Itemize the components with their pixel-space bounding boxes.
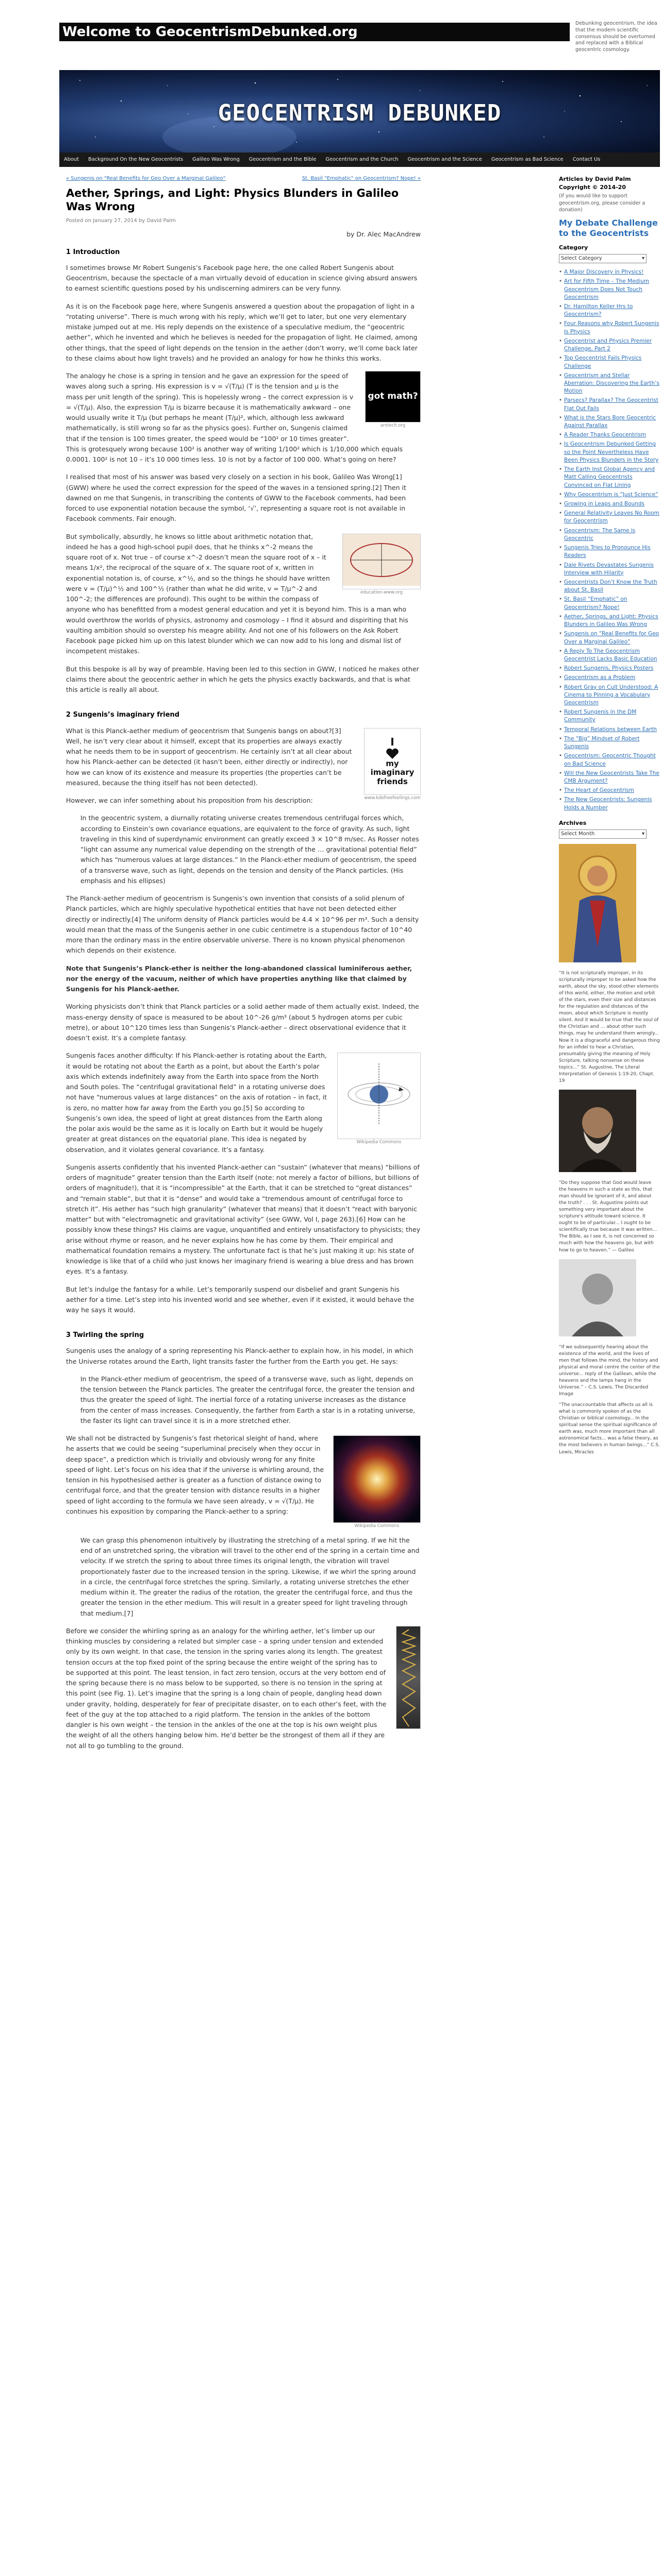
sidebar-link[interactable]: • Four Reasons why Robert Sungenis Is Physics [559,320,660,335]
paragraph: We shall not be distracted by Sungenis’s fast rhetorical sleight of hand, where he asserts that we could be seeing “superluminal precisely when they occur in deep space”, a prediction which is trivially and obviously wrong for any finite speed of light. Let’s focus on his idea that if the universe is whirling around, the tension in his hypothesised aether is greater as a function of distance owing to centrifugal force, and that the greater tension with distance results in a higher speed of light according to the formula we have seen already, v = √(T/μ). He continues his exposition by comparing the Planck-aether to a spring: [66,1434,324,1515]
heart-text-line3: imaginary [370,768,415,777]
sidebar-category-heading: Category [559,244,588,251]
paragraph: But this bespoke is all by way of preamble. Having been led to this section in GWW, I noticed he makes other claims there about the geocentric aether in which he gets the physics exactly backwards, and that is what this article is really all about. [66,665,419,694]
sidebar-link[interactable]: • Geocentrism as a Problem [559,674,660,682]
category-select[interactable] [559,254,647,263]
sidebar-link[interactable]: • Geocentrism and Stellar Aberration: Discovering the Earth’s Motion [559,372,660,396]
sidebar-link[interactable]: • Will the New Geocentrists Take The CMB Argument? [559,770,660,785]
sidebar-link[interactable]: • Robert Sungenis in the DM Community [559,708,660,724]
sidebar-link[interactable]: • What is the Stars Bore Geocentric Against Parallax [559,414,660,430]
saint-portrait-icon [559,844,636,962]
sidebar-link[interactable]: • A Major Discovery in Physics! [559,268,660,276]
sidebar-link[interactable]: • General Relativity Leaves No Room for Geocentrism [559,510,660,525]
sidebar-archives-heading: Archives [559,819,587,826]
post-title: Aether, Springs, and Light: Physics Blunders in Galileo Was Wrong [66,187,399,213]
sidebar-quote: “It is not scripturally improper, in its scripturally improper to be asked how the earth, about the sky, stood other elements of this world, either, the motion and orbit of the stars, even their size and distances for the regulation and distances of the moon, about which Scripture is mostly silent. And it would be true that the soul of the Christian and … about other such things, may he understand them wrongly... Now it is a disgraceful and dangerous thing for an infidel to hear a Christian, presumably giving the meaning of Holy Scripture, talking nonsense on these topics...” St. Augustine, The Literal Interpretation of Genesis 1:19-20, Chapt. 19 [559,971,660,1083]
paragraph: Before we consider the whirling spring as an analogy for the whirling aether, let’s limber up our thinking muscles by considering a related but simpler case – a spring under tension and extended only by its own weight. In that case, the tension in the spring varies along its length. The greatest tension occurs at the top fixed point of the spring because the entire weight of the spring has to be supported at this point. The least tension, in fact zero tension, occurs at the very bottom end of the spring because there is no mass below to be supported, so there is no tension in the spring at this point (see Fig. 1). Let’s imagine that the spring is a long chain of people, dangling head down under gravity, holding, desperately for fear of precipitate disaster, on to each other’s feet, with the feet of the guy at the top attached to a rigid platform. The tension in the ankles of the bottom dangler is his own weight – the tension in the ankles of the one at the top is his own weight plus the weight of all the others hanging below him. He’d better be the strongest of them all if they are not all to go tumbling to the ground. [66,1626,387,1750]
figure-spring [396,1626,421,1729]
heart-icon [386,748,399,759]
sidebar-copyright: Copyright © 2014-20 [559,183,626,191]
sidebar-link[interactable]: • Temporal Relations between Earth [559,726,660,734]
figure-got-math [365,371,421,430]
cs-lewis-portrait-icon [559,1259,636,1336]
spring-coil-icon [396,1626,421,1730]
heart-text-line4: friends [377,776,408,786]
sidebar-link[interactable]: • St. Basil “Emphatic” on Geocentrism? Nope! [559,596,660,611]
sidebar-link[interactable]: • A Reader Thanks Geocentrism [559,431,660,439]
paragraph: But let’s indulge the fantasy for a while. Let’s temporarily suspend our disbelief and grant Sungenis his aether for a time. Let’s step into his invented world and see whether, even if it existed, it would behave the way he says it would. [66,1285,415,1314]
sidebar-link[interactable]: • Robert Gray on Cult Understood: A Cinema to Pinning a Vocabulary Geocentrism [559,684,660,707]
heart-text-line1: I [390,736,394,749]
figure-imaginary-friends [364,728,421,802]
blockquote: In the geocentric system, a diurnally rotating universe creates tremendous centrifugal forces which, according to Einstein’s own covariance equations, are equivalent to the force of gravity. As such, light traveling in this kind of superdynamic environment can greatly exceed 3 × 10^8 m/sec. As Rosser notes “light can assume any numerical value depending on the strength of the … gravitational potential field” which has “numerous values at large distances.” In the Planck-ether medium of geocentrism, the speed of a transverse wave, such as light, depends on the tension and density of the Planck particles. (His emphasis and his ellipses) [80,814,419,885]
sidebar-link[interactable]: • Geocentrist and Physics Premier Challenge, Part 2 [559,337,660,353]
chevron-down-icon: ▾ [641,831,644,837]
post-navigation [66,175,421,182]
sidebar-link[interactable]: • Art for Fifth Time – The Medium Geocentrism Does Not Touch Geocentrism [559,278,660,301]
post-byline: by Dr. Alec MacAndrew [346,230,421,238]
section-heading: 3 Twirling the spring [66,1331,144,1340]
paragraph: I sometimes browse Mr Robert Sungenis’s Facebook page here, the one called Robert Sungenis about Geocentrism, because the spectacle of a man virtually devoid of education in science giving absurd answers to earnest scientific questions posed by his undiscerning admirers can be very funny. [66,263,418,293]
main-navigation [59,152,660,167]
nav-item-church[interactable]: Geocentrism and the Church [325,157,399,162]
sidebar-quote: “The unaccountable that affects us all is what is commonly spoken of as the Christian or biblical cosmology... In the spiritual sense the spiritual significance of earth was, much more important than all astronomical facts... was a false theory, as the most believers in human beings...” C.S. Lewis, Miracles [559,1402,660,1455]
sidebar-articles-heading: Articles by David Palm [559,176,631,182]
sidebar [559,175,660,1459]
nav-item-about[interactable]: About [64,157,79,162]
imaginary-friends-image [364,728,421,795]
paragraph: As it is on the Facebook page here, where Sungenis answered a question about the propagation of light in a “rotating universe”. There is much wrong with his reply, which we’ll get to later, but one very elementary mistake jumped out at me. His reply depends on the existence of a speculative medium, the “geocentric aether”, which he invented and which he believes is needed for the propagation of light. He claimed, among other things, that the speed of light depends on the tension in the aether (don’t worry, we’ll come back later to these claims about how light travels) and he provided an analogy for how he thinks this works. [66,302,418,362]
paragraph: Working physicists don’t think that Planck particles or a solid aether made of them actually exist. Indeed, the mass-energy density of space is measured to be about 10^-26 g/m³ (about 5 hydrogen atoms per cubic metre), or about 10^120 times less than Sungenis’s Planck-aether – direct observational evidence that it doesn’t exist. It’s a complete fantasy. [66,1003,419,1042]
figure-caption: www.kdefreefeelings.com [364,795,421,801]
category-select-value: Select Category [561,255,602,261]
banner-title: GEOCENTRISM DEBUNKED [218,100,502,126]
site-description: Debunking geocentrism, the idea that the modern scientific consensus should be overturned and replaced with a Biblical geocentric cosmology. [575,21,657,53]
nav-item-galileo-was-wrong[interactable]: Galileo Was Wrong [192,157,240,162]
figure-caption: arstech.org [380,423,406,429]
sidebar-link[interactable]: • The Earth Inst Global Agency and Matt Calling Geocentrists Convinced on Flat Lining [559,466,660,489]
paragraph: The analogy he chose is a spring in tension and he gave an expression for the speed of waves along such a spring. His expression is v = √(T/μ) (T is the tension and μ is the mass per unit length of the spring). This is hopelessly wrong – the correct expression is v = √(T/μ). Also, the expression T/μ is bizarre because it is mathematically awkward – one would usually write it T/μ (but perhaps he meant (T/μ)², which, although less awkward mathematically, is still wrong so far as the physics goes). Further on, Sungenis claimed that if the tension is 100 times greater, the speed would be “100² or 10 times greater”. This is grotesquely wrong because 100² is another way of writing 1/100² which is 1/10,000 which equals 0.0001. 100² is not 10 – it’s 10 000 times less. 10 is not by a factor of 100 000. What’s going on here? [66,372,403,464]
chevron-down-icon: ▾ [641,255,644,261]
sidebar-quote: “Do they suppose that God would leave the heavens in such a state as this, that man should be ignorant of it, and about the truth? . . . St. Augustine points out something very important about the scripture's attitude toward science. It ought to be of particular... I ought to be scientifically true because it was written... The Bible, as I see it, is not concerned so much with how the heavens go, but with how to go to heaven.” — Galileo [559,1180,657,1253]
sidebar-link[interactable]: • The “Big” Mindset of Robert Sungenis [559,735,660,751]
post-content [66,175,421,1758]
nav-item-contact[interactable]: Contact Us [572,157,601,162]
sidebar-quote: “If we subsequently hearing about the existence of the world, and the lives of men that follows the mind, the history and physical and moral centre the center of the universe... reply of the Galilean, while the heavens and the lamps hang in the Universe.” – C.S. Lewis, The Discarded Image [559,1344,660,1397]
galileo-image [559,1090,660,1175]
section-heading: 2 Sungenis’s imaginary friend [66,711,180,719]
sidebar-link[interactable]: • Dale Rivets Devastates Sungenis Interview with Hilarity [559,562,660,577]
heart-text-line2: my [386,759,399,769]
sidebar-link[interactable]: • The Heart of Geocentrism [559,787,660,794]
site-banner[interactable] [59,70,660,152]
sidebar-link[interactable]: • A Reply To The Geocentrism Geocentrist Lacks Basic Education [559,648,660,663]
paragraph: The Planck-aether medium of geocentrism is Sungenis’s own invention that consists of a solid plenum of Planck particles, which are highly speculative hypothetical entities that have not been detected either directly or indirectly.[4] The uniform density of Planck particles would be 4.4 × 10^96 per m³. Such a density would mean that the mass of the Sungenis aether in one cubic centimetre is a stupendous factor of 10^40 more than the ordinary mass in the entire observable universe. There is no known physical phenomenon which depends on their existence. [66,894,419,955]
next-post-link[interactable]: St. Basil "Emphatic" on Geocentrism? Nope! » [302,176,421,181]
sidebar-contrib: (If you would like to support geocentrism.org, please consider a donation) [559,193,646,213]
figure-planet [337,1053,421,1146]
archives-select[interactable] [559,829,647,839]
paragraph: Sungenis asserts confidently that his invented Planck-aether can “sustain” (whatever that means) “billions of orders of magnitude” greater tension than the Earth itself (note: not merely a factor of billions, but billions of orders of magnitude!), that it is “incompressible” at the Earth, that it can be stretched to “great distances” and “remain stable”, but that it is “dense” and would take a “tremendous amount of centrifugal force to stretch it”. His aether has “such high granularity” (whatever that means) that it doesn’t “react with baryonic matter” but with “electromagnetic and gravitational activity” (see GWW, Vol I, page 263).[6] How can he possibly know these things? His claims are vague, unquantified and entirely unsatisfactory to physicists; they arise without rhyme or reason, and he never explains how he has come by them. Their empirical and mathematical foundation remains a mystery. The unfortunate fact is that he’s just making it up: his state of knowledge is like that of a child who just knows her imaginary friend is wearing a blue dress and has brown eyes. It’s a fantasy. [66,1163,421,1276]
sidebar-link[interactable]: • Geocentrism: The Same is Geocentric [559,527,660,543]
ellipse-diagram-icon [343,534,420,586]
sidebar-link[interactable]: • Parsecs? Parallax? The Geocentrist Flat Out Fails [559,397,660,412]
figure-caption: education-www.org [360,589,403,595]
post-meta: Posted on January 27, 2014 by David Palm [66,217,176,224]
sidebar-link[interactable]: • Sungenis on “Real Benefits for Geo Over a Marginal Galileo” [559,630,660,646]
nav-item-bad-science[interactable]: Geocentrism as Bad Science [491,157,564,162]
paragraph: However, we can infer something about his proposition from his description: [66,796,313,805]
previous-post-link[interactable]: « Sungenis on "Real Benefits for Geo Over a Marginal Galileo" [66,176,226,181]
ellipse-diagram-image [342,534,421,589]
sidebar-link[interactable]: • Aether, Springs, and Light: Physics Blunders in Galileo Was Wrong [559,613,660,629]
sidebar-links-list [559,268,660,812]
figure-nebula [333,1435,421,1530]
paragraph: But symbolically, absurdly, he knows so little about arithmetic notation that, indeed he has a good high-school pupil does, that he thinks x^-2 means the square root of x. Not true – of course x^-2 doesn’t mean the square root of x – it means 1/x², the reciprocal of the square of x. The square root of x, written in exponential notation is, of course, x^½, and so the things he should have written were v = (T/μ)^½ and 100^½ (rather than what he did write, v = T/μ^-2 and 100^-2; the differences are profound). This ought to be within the compass of anyone who has benefitted from a modest general education and yet it is beyond him. This is a man who would overthrow the worlds of physics, astronomy and cosmology – I find it absurd and dispiriting that his vaulting ambition should so overstep his meagre ability. And not one of his followers on the Ask Robert Facebook page picked him up on this latest blunder which we can now add to his long and dismal list of incompetent mistakes. [66,532,408,655]
sidebar-link[interactable]: • Sungenis Tries to Pronounce His Readers [559,544,660,560]
figure-ellipse [342,534,421,597]
sidebar-link[interactable]: • Growing in Leaps and Bounds [559,500,660,508]
saint-augustine-image [559,844,660,965]
debate-challenge-link[interactable]: My Debate Challenge to the Geocentrists [559,218,658,239]
site-title[interactable]: Welcome to GeocentrismDebunked.org [59,23,570,41]
site-header [0,0,662,57]
sidebar-link[interactable]: • Geocentrism: Geocentric Thought on Bad Science [559,752,660,768]
paragraph: Sungenis faces another difficulty: If his Planck-aether is rotating about the Earth, it would be rotating not about the Earth as a point, but about the Earth’s polar axis which extends indefinitely away from the Earth into space from the North and South poles. The “centrifugal gravitational field” in a rotating universe does not have “numerous values at large distances” on the axis of rotation – in fact, it is zero, no matter how far away from the Earth you go.[5] So according to Sungenis’s own idea, the speed of light at great distances from the Earth along the polar axis would be the same as it is locally on Earth but it would be hugely greater at great distances on the equatorial plane. This idea is negated by observation, and it violates general covariance. It’s a fantasy. [66,1052,327,1154]
nav-item-science[interactable]: Geocentrism and the Science [407,157,482,162]
archives-select-value: Select Month [561,831,595,837]
blockquote: We can grasp this phenomenon intuitively by illustrating the stretching of a metal spring. If we hit the end of an unstretched spring, the vibration will travel to the other end of the spring in a certain time and velocity. If we stretch the spring to about three times its original length, the vibration will travel proportionately faster due to the increased tension in the spring. Likewise, if we whirl the spring around in a circle, the centrifugal force stretches the spring. Similarly, a rotating universe stretches the ether medium within it. The greater the radius of the rotation, the greater the centrifugal force, and thus the greater the tension in the ether medium. This will result in a greater speed for light traveling through that medium.[7] [80,1536,420,1617]
planet-image [337,1053,421,1139]
got-math-image: got math? [365,371,421,422]
sidebar-link[interactable]: • Dr. Hamilton Keller Hrs to Geocentrism? [559,303,660,318]
blockquote: In the Planck-ether medium of geocentrism, the speed of a transverse wave, such as light, depends on the tension between the Planck particles. The greater the centrifugal force, the greater the tension and thus the greater the speed of light. The inertial force of a rotating universe increases as the distance from the center of mass increases. Consequently, the farther from Earth a star is in a rotating universe, the faster its light can travel since it is in a more stretched ether. [80,1375,416,1425]
figure-caption: Wikipedia Commons [354,1523,400,1529]
nav-item-bible[interactable]: Geocentrism and the Bible [249,157,317,162]
cs-lewis-image [559,1259,660,1339]
sidebar-link[interactable]: • Geocentrists Don’t Know the Truth about St. Basil [559,579,660,594]
paragraph: I realised that most of his answer was based very closely on a section in his book, Galileo Was Wrong[1] (GWW) where he used the correct expression for the speed of the waves in a tensioned spring.[2] Then it dawned on me that Sungenis, in transcribing the contents of GWW to the Facebook comments, had been forced to use exponential notation because the symbol, ‘√’, representing a square root is not available in Facebook comments. Fair enough. [66,473,406,523]
nebula-image [333,1435,421,1523]
sidebar-link[interactable]: • Robert Sungenis, Physics Posters [559,665,660,672]
nav-item-background[interactable]: Background On the New Geocentrists [88,157,184,162]
galileo-portrait-icon [559,1090,636,1172]
sidebar-link[interactable]: • The New Geocentrists: Sungenis Holds a Number [559,796,660,811]
sidebar-link[interactable]: • Top Geocentrist Fails Physics Challenge [559,354,660,370]
sidebar-link[interactable]: • Why Geocentrism is “Just Science” [559,491,660,499]
sidebar-link[interactable]: • Is Geocentrism Debunked Getting so the Point Nevertheless Have Been Physics Blunders in the Story [559,440,660,464]
section-heading: 1 Introduction [66,248,120,256]
rotating-planet-icon [338,1053,420,1136]
paragraph: Sungenis uses the analogy of a spring representing his Planck-aether to explain how, in his model, in which the Universe rotates around the Earth, light transits faster the further from the Earth you get. He says: [66,1347,413,1365]
spring-image [396,1626,421,1729]
paragraph: Note that Sungenis’s Planck-ether is neither the long-abandoned classical luminiferous aether, nor the energy of the vacuum, neither of which have properties anything like that claimed by Sungenis for his Planck-aether. [66,964,412,993]
figure-caption: Wikipedia Commons [356,1140,402,1145]
paragraph: What is this Planck-aether medium of geocentrism that Sungenis bangs on about?[3] Well, he isn’t very clear about it himself, except that its properties are always exactly what he needs them to be in support of geocentrism. He certainly isn’t at all clear about how his Planck-aether can be detected (it hasn’t been, either directly or indirectly), nor how we can know of its existence and measure its properties (the properties can’t be measured, because the thing itself has not been detected). [66,726,352,787]
